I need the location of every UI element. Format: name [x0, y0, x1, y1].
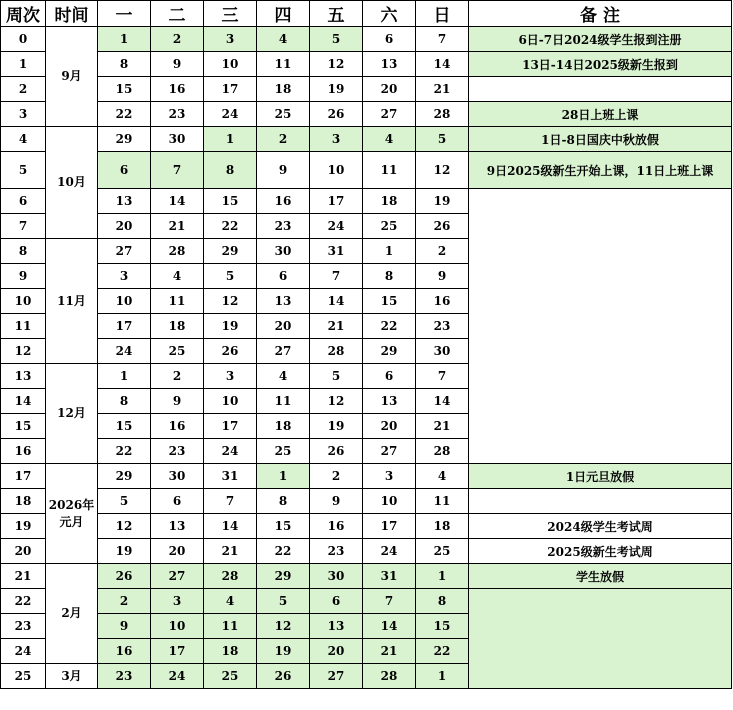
day-cell: 20 [310, 639, 363, 664]
day-cell: 31 [363, 564, 416, 589]
day-cell: 11 [416, 489, 469, 514]
day-cell: 13 [151, 514, 204, 539]
week-number: 4 [1, 127, 46, 152]
week-row [1, 152, 732, 189]
remark-cell [469, 77, 732, 102]
day-cell: 12 [98, 514, 151, 539]
day-cell: 2 [151, 364, 204, 389]
day-cell: 27 [98, 239, 151, 264]
remark-cell: 28日上班上课 [469, 102, 732, 127]
day-cell: 29 [204, 239, 257, 264]
header-row [1, 1, 732, 27]
day-cell: 31 [204, 464, 257, 489]
week-number: 8 [1, 239, 46, 264]
day-cell: 25 [257, 439, 310, 464]
day-cell: 15 [416, 614, 469, 639]
day-cell: 3 [98, 264, 151, 289]
week-row [1, 127, 732, 152]
remark-cell: 1日-8日国庆中秋放假 [469, 127, 732, 152]
day-cell: 6 [151, 489, 204, 514]
day-cell: 23 [151, 439, 204, 464]
month-label [46, 127, 98, 239]
day-cell: 19 [98, 539, 151, 564]
day-cell: 12 [416, 152, 469, 189]
remark-cell: 6日-7日2024级学生报到注册 [469, 27, 732, 52]
day-cell: 9 [151, 389, 204, 414]
remark-cell: 2025级新生考试周 [469, 539, 732, 564]
day-cell: 8 [363, 264, 416, 289]
day-cell: 28 [151, 239, 204, 264]
day-cell: 17 [310, 189, 363, 214]
day-cell: 19 [416, 189, 469, 214]
day-cell: 26 [416, 214, 469, 239]
day-cell: 22 [98, 102, 151, 127]
day-cell: 5 [204, 264, 257, 289]
day-cell: 27 [363, 102, 416, 127]
day-cell: 19 [204, 314, 257, 339]
day-cell: 29 [98, 464, 151, 489]
day-cell: 21 [416, 77, 469, 102]
week-row [1, 589, 732, 614]
day-cell: 16 [257, 189, 310, 214]
day-cell: 7 [363, 589, 416, 614]
day-cell: 16 [416, 289, 469, 314]
day-cell: 29 [98, 127, 151, 152]
day-cell: 15 [98, 77, 151, 102]
day-cell: 20 [257, 314, 310, 339]
day-cell: 28 [310, 339, 363, 364]
header-tue: 二 [151, 1, 204, 27]
remark-cell [469, 589, 732, 689]
day-cell: 15 [98, 414, 151, 439]
day-cell: 25 [151, 339, 204, 364]
day-cell: 22 [204, 214, 257, 239]
day-cell: 8 [416, 589, 469, 614]
week-number: 0 [1, 27, 46, 52]
month-label [46, 239, 98, 364]
day-cell: 6 [98, 152, 151, 189]
month-label-line: 3月 [61, 668, 82, 683]
day-cell: 5 [310, 364, 363, 389]
remark-cell [469, 189, 732, 464]
day-cell: 10 [204, 389, 257, 414]
day-cell: 18 [363, 189, 416, 214]
week-row [1, 27, 732, 52]
day-cell: 2 [310, 464, 363, 489]
day-cell: 1 [204, 127, 257, 152]
day-cell: 30 [310, 564, 363, 589]
week-number: 14 [1, 389, 46, 414]
day-cell: 13 [310, 614, 363, 639]
day-cell: 6 [363, 364, 416, 389]
day-cell: 14 [310, 289, 363, 314]
day-cell: 1 [98, 364, 151, 389]
day-cell: 8 [98, 389, 151, 414]
week-number: 9 [1, 264, 46, 289]
day-cell: 16 [310, 514, 363, 539]
day-cell: 19 [310, 414, 363, 439]
day-cell: 13 [363, 52, 416, 77]
week-number: 20 [1, 539, 46, 564]
week-number: 21 [1, 564, 46, 589]
day-cell: 1 [416, 564, 469, 589]
day-cell: 21 [151, 214, 204, 239]
day-cell: 9 [257, 152, 310, 189]
header-time: 时间 [46, 1, 98, 27]
week-number: 19 [1, 514, 46, 539]
day-cell: 21 [310, 314, 363, 339]
day-cell: 26 [310, 102, 363, 127]
day-cell: 18 [151, 314, 204, 339]
remark-cell [469, 489, 732, 514]
day-cell: 22 [363, 314, 416, 339]
day-cell: 30 [416, 339, 469, 364]
day-cell: 1 [98, 27, 151, 52]
day-cell: 4 [257, 364, 310, 389]
day-cell: 27 [363, 439, 416, 464]
day-cell: 10 [310, 152, 363, 189]
day-cell: 15 [363, 289, 416, 314]
day-cell: 1 [257, 464, 310, 489]
header-week: 周次 [1, 1, 46, 27]
day-cell: 3 [363, 464, 416, 489]
week-number: 5 [1, 152, 46, 189]
day-cell: 2 [257, 127, 310, 152]
day-cell: 23 [257, 214, 310, 239]
day-cell: 4 [204, 589, 257, 614]
day-cell: 9 [416, 264, 469, 289]
day-cell: 26 [98, 564, 151, 589]
week-number: 15 [1, 414, 46, 439]
week-number: 13 [1, 364, 46, 389]
day-cell: 18 [257, 414, 310, 439]
day-cell: 20 [98, 214, 151, 239]
week-number: 2 [1, 77, 46, 102]
day-cell: 13 [257, 289, 310, 314]
day-cell: 4 [416, 464, 469, 489]
day-cell: 7 [416, 364, 469, 389]
day-cell: 8 [204, 152, 257, 189]
day-cell: 5 [310, 27, 363, 52]
day-cell: 4 [363, 127, 416, 152]
week-row [1, 539, 732, 564]
day-cell: 17 [363, 514, 416, 539]
day-cell: 3 [204, 364, 257, 389]
day-cell: 4 [257, 27, 310, 52]
day-cell: 23 [310, 539, 363, 564]
day-cell: 25 [416, 539, 469, 564]
day-cell: 16 [98, 639, 151, 664]
day-cell: 30 [151, 464, 204, 489]
day-cell: 6 [257, 264, 310, 289]
week-number: 1 [1, 52, 46, 77]
day-cell: 13 [363, 389, 416, 414]
day-cell: 11 [151, 289, 204, 314]
day-cell: 12 [204, 289, 257, 314]
day-cell: 7 [310, 264, 363, 289]
remark-cell: 2024级学生考试周 [469, 514, 732, 539]
week-row [1, 514, 732, 539]
month-label [46, 564, 98, 664]
day-cell: 28 [416, 439, 469, 464]
day-cell: 12 [310, 52, 363, 77]
day-cell: 24 [151, 664, 204, 689]
day-cell: 21 [363, 639, 416, 664]
day-cell: 22 [416, 639, 469, 664]
day-cell: 26 [257, 664, 310, 689]
day-cell: 23 [98, 664, 151, 689]
day-cell: 28 [204, 564, 257, 589]
day-cell: 16 [151, 414, 204, 439]
week-row [1, 489, 732, 514]
day-cell: 3 [204, 27, 257, 52]
header-fri: 五 [310, 1, 363, 27]
week-number: 18 [1, 489, 46, 514]
month-label-line: 元月 [59, 514, 84, 529]
day-cell: 5 [98, 489, 151, 514]
day-cell: 23 [416, 314, 469, 339]
day-cell: 5 [416, 127, 469, 152]
day-cell: 14 [363, 614, 416, 639]
day-cell: 9 [98, 614, 151, 639]
day-cell: 4 [151, 264, 204, 289]
week-row [1, 564, 732, 589]
day-cell: 27 [310, 664, 363, 689]
week-number: 17 [1, 464, 46, 489]
day-cell: 18 [257, 77, 310, 102]
remark-cell: 9日2025级新生开始上课，11日上班上课 [469, 152, 732, 189]
day-cell: 24 [204, 102, 257, 127]
day-cell: 6 [363, 27, 416, 52]
month-label-line: 9月 [61, 69, 82, 83]
day-cell: 24 [363, 539, 416, 564]
day-cell: 21 [416, 414, 469, 439]
day-cell: 7 [416, 27, 469, 52]
day-cell: 17 [98, 314, 151, 339]
day-cell: 28 [416, 102, 469, 127]
day-cell: 12 [310, 389, 363, 414]
week-number: 3 [1, 102, 46, 127]
day-cell: 16 [151, 77, 204, 102]
week-number: 12 [1, 339, 46, 364]
month-label-line: 2月 [61, 606, 82, 620]
header-wed: 三 [204, 1, 257, 27]
day-cell: 20 [363, 77, 416, 102]
header-sat: 六 [363, 1, 416, 27]
day-cell: 3 [151, 589, 204, 614]
day-cell: 10 [151, 614, 204, 639]
day-cell: 18 [416, 514, 469, 539]
week-number: 22 [1, 589, 46, 614]
week-number: 6 [1, 189, 46, 214]
day-cell: 31 [310, 239, 363, 264]
header-remarks: 备 注 [469, 1, 732, 27]
month-label [46, 27, 98, 127]
month-label [46, 364, 98, 464]
day-cell: 20 [363, 414, 416, 439]
day-cell: 11 [363, 152, 416, 189]
day-cell: 20 [151, 539, 204, 564]
day-cell: 22 [257, 539, 310, 564]
day-cell: 17 [151, 639, 204, 664]
remark-cell: 学生放假 [469, 564, 732, 589]
week-row [1, 102, 732, 127]
day-cell: 2 [98, 589, 151, 614]
calendar-body [1, 27, 732, 689]
day-cell: 29 [257, 564, 310, 589]
day-cell: 28 [363, 664, 416, 689]
day-cell: 15 [257, 514, 310, 539]
day-cell: 19 [257, 639, 310, 664]
month-label [46, 664, 98, 689]
week-number: 23 [1, 614, 46, 639]
week-number: 24 [1, 639, 46, 664]
day-cell: 29 [363, 339, 416, 364]
day-cell: 25 [204, 664, 257, 689]
day-cell: 11 [257, 389, 310, 414]
week-number: 16 [1, 439, 46, 464]
day-cell: 3 [310, 127, 363, 152]
week-number: 10 [1, 289, 46, 314]
day-cell: 6 [310, 589, 363, 614]
day-cell: 17 [204, 77, 257, 102]
day-cell: 7 [151, 152, 204, 189]
day-cell: 21 [204, 539, 257, 564]
day-cell: 24 [204, 439, 257, 464]
day-cell: 11 [257, 52, 310, 77]
header-mon: 一 [98, 1, 151, 27]
week-row [1, 77, 732, 102]
week-number: 7 [1, 214, 46, 239]
day-cell: 14 [416, 389, 469, 414]
day-cell: 25 [257, 102, 310, 127]
week-row [1, 189, 732, 214]
month-label-line: 2026年 [48, 497, 95, 512]
remark-cell: 13日-14日2025级新生报到 [469, 52, 732, 77]
day-cell: 10 [98, 289, 151, 314]
day-cell: 26 [204, 339, 257, 364]
day-cell: 10 [204, 52, 257, 77]
month-label-line: 11月 [57, 293, 86, 308]
month-label-line: 10月 [57, 175, 86, 189]
day-cell: 22 [98, 439, 151, 464]
day-cell: 23 [151, 102, 204, 127]
day-cell: 10 [363, 489, 416, 514]
day-cell: 14 [204, 514, 257, 539]
day-cell: 17 [204, 414, 257, 439]
day-cell: 2 [416, 239, 469, 264]
day-cell: 24 [98, 339, 151, 364]
day-cell: 1 [416, 664, 469, 689]
day-cell: 11 [204, 614, 257, 639]
header-thu: 四 [257, 1, 310, 27]
day-cell: 19 [310, 77, 363, 102]
week-row [1, 464, 732, 489]
header-sun: 日 [416, 1, 469, 27]
day-cell: 8 [257, 489, 310, 514]
day-cell: 24 [310, 214, 363, 239]
month-label [46, 464, 98, 564]
day-cell: 26 [310, 439, 363, 464]
day-cell: 27 [151, 564, 204, 589]
remark-cell: 1日元旦放假 [469, 464, 732, 489]
day-cell: 2 [151, 27, 204, 52]
week-number: 25 [1, 664, 46, 689]
week-row [1, 52, 732, 77]
day-cell: 25 [363, 214, 416, 239]
week-number: 11 [1, 314, 46, 339]
day-cell: 30 [257, 239, 310, 264]
day-cell: 14 [151, 189, 204, 214]
day-cell: 7 [204, 489, 257, 514]
day-cell: 15 [204, 189, 257, 214]
day-cell: 9 [151, 52, 204, 77]
day-cell: 12 [257, 614, 310, 639]
day-cell: 5 [257, 589, 310, 614]
day-cell: 13 [98, 189, 151, 214]
day-cell: 27 [257, 339, 310, 364]
month-label-line: 12月 [57, 406, 86, 420]
day-cell: 18 [204, 639, 257, 664]
day-cell: 14 [416, 52, 469, 77]
day-cell: 1 [363, 239, 416, 264]
day-cell: 8 [98, 52, 151, 77]
day-cell: 9 [310, 489, 363, 514]
day-cell: 30 [151, 127, 204, 152]
